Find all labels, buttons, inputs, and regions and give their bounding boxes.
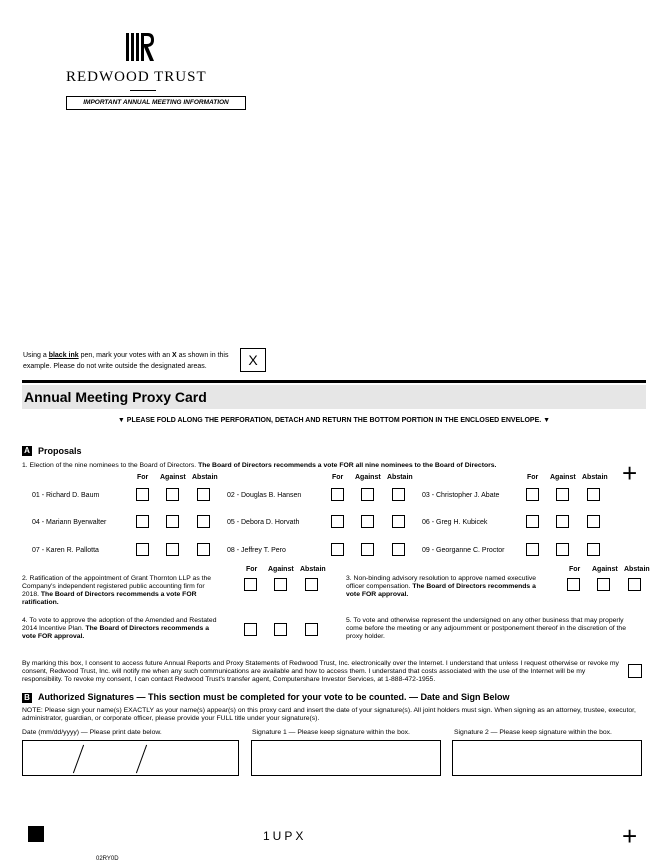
date-label: Date (mm/dd/yyyy) — Please print date below. <box>22 729 162 736</box>
col-against-3: Against <box>550 474 576 481</box>
col-for-2: For <box>332 474 344 481</box>
proposal-1-text: 1. Election of the nine nominees to the Board of Directors. The Board of Directors recommends a vote FOR all nine nominees to the Board of Directors. <box>22 462 497 469</box>
proposals-title: Proposals <box>38 446 82 456</box>
nominee-4-for-checkbox[interactable] <box>136 515 149 528</box>
proposal-2-for-checkbox[interactable] <box>244 578 257 591</box>
nominee-2-against-checkbox[interactable] <box>361 488 374 501</box>
nominee-1-abstain-checkbox[interactable] <box>197 488 210 501</box>
nominee-8-against-checkbox[interactable] <box>361 543 374 556</box>
nominee-1-for-checkbox[interactable] <box>136 488 149 501</box>
nominee-3-against-checkbox[interactable] <box>556 488 569 501</box>
col-against-2: Against <box>355 474 381 481</box>
electronic-consent-checkbox[interactable] <box>628 664 642 678</box>
marking-instructions: Using a black ink pen, mark your votes with an X as shown in this example. Please do not write outside the designated areas. <box>23 352 229 370</box>
brand-rule <box>130 90 156 91</box>
proposal-5-text: 5. To vote and otherwise represent the undersigned on any other business that may properly come before the meeting or any adjournment or postponement thereof in the discretion of the proxy holder. <box>346 617 626 640</box>
proposal-2-against-checkbox[interactable] <box>274 578 287 591</box>
form-code: 1UPX <box>263 829 307 843</box>
meeting-banner: IMPORTANT ANNUAL MEETING INFORMATION <box>66 96 246 110</box>
fold-instruction: ▼ PLEASE FOLD ALONG THE PERFORATION, DETACH AND RETURN THE BOTTOM PORTION IN THE ENCLOSED ENVELOPE. ▼ <box>117 417 551 424</box>
nominee-9-for-checkbox[interactable] <box>526 543 539 556</box>
col-abstain-3: Abstain <box>582 474 608 481</box>
redwood-logo-mark <box>126 33 154 61</box>
nominee-label: 01 - Richard D. Baum <box>32 492 100 499</box>
nominee-4-against-checkbox[interactable] <box>166 515 179 528</box>
col-for-p3: For <box>569 566 581 573</box>
form-small-code: 02RY0D <box>96 856 119 862</box>
nominee-7-against-checkbox[interactable] <box>166 543 179 556</box>
proposal-3-against-checkbox[interactable] <box>597 578 610 591</box>
nominee-9-against-checkbox[interactable] <box>556 543 569 556</box>
example-mark-box: X <box>240 348 266 372</box>
date-field[interactable] <box>22 740 239 776</box>
nominee-label: 04 - Mariann Byerwalter <box>32 519 107 526</box>
nominee-label: 03 - Christopher J. Abate <box>422 492 500 499</box>
col-abstain-2: Abstain <box>387 474 413 481</box>
col-for-p2: For <box>246 566 258 573</box>
section-b-badge: B <box>22 693 32 703</box>
signature-1-label: Signature 1 — Please keep signature within the box. <box>252 729 410 736</box>
proposal-2-text: 2. Ratification of the appointment of Grant Thornton LLP as the Company's independent registered public accounting firm for 2018. The Board of Directors recommends a vote FOR ratification. <box>22 575 212 606</box>
nominee-4-abstain-checkbox[interactable] <box>197 515 210 528</box>
nominee-9-abstain-checkbox[interactable] <box>587 543 600 556</box>
nominee-5-for-checkbox[interactable] <box>331 515 344 528</box>
nominee-5-against-checkbox[interactable] <box>361 515 374 528</box>
nominee-2-abstain-checkbox[interactable] <box>392 488 405 501</box>
signatures-title: Authorized Signatures — This section must be completed for your vote to be counted. — Date and Sign Below <box>38 692 510 702</box>
proposal-3-text: 3. Non-binding advisory resolution to approve named executive officer compensation. The Board of Directors recommends a vote FOR approval. <box>346 575 537 598</box>
top-rule <box>22 380 646 383</box>
nominee-6-abstain-checkbox[interactable] <box>587 515 600 528</box>
col-against-p3: Against <box>592 566 618 573</box>
proposal-4-against-checkbox[interactable] <box>274 623 287 636</box>
plus-mark-top: + <box>622 458 638 488</box>
nominee-label: 06 - Greg H. Kubicek <box>422 519 488 526</box>
proposal-3-for-checkbox[interactable] <box>567 578 580 591</box>
proposal-2-abstain-checkbox[interactable] <box>305 578 318 591</box>
nominee-5-abstain-checkbox[interactable] <box>392 515 405 528</box>
electronic-consent-text: By marking this box, I consent to access future Annual Reports and Proxy Statements of Redwood Trust, Inc. electronically over the Internet. I understand that unless I request otherwise or revoke my consent, Redwood Trust, Inc. will notify me when any such communications are available and how to access them. I understand that costs associated with the use of the Internet will be my responsibility. To revoke my consent, I can contact Redwood Trust's transfer agent, Computershare Investor Services, at 1-888-472-1955. <box>22 660 619 683</box>
proposal-4-for-checkbox[interactable] <box>244 623 257 636</box>
nominee-7-abstain-checkbox[interactable] <box>197 543 210 556</box>
nominee-2-for-checkbox[interactable] <box>331 488 344 501</box>
col-abstain-p2: Abstain <box>300 566 326 573</box>
signature-2-field[interactable] <box>452 740 642 776</box>
nominee-label: 08 - Jeffrey T. Pero <box>227 547 286 554</box>
col-abstain-p3: Abstain <box>624 566 650 573</box>
nominee-7-for-checkbox[interactable] <box>136 543 149 556</box>
col-against-1: Against <box>160 474 186 481</box>
nominee-8-abstain-checkbox[interactable] <box>392 543 405 556</box>
nominee-6-for-checkbox[interactable] <box>526 515 539 528</box>
nominee-label: 07 - Karen R. Pallotta <box>32 547 99 554</box>
col-against-p2: Against <box>268 566 294 573</box>
nominee-3-abstain-checkbox[interactable] <box>587 488 600 501</box>
proposal-4-text: 4. To vote to approve the adoption of the Amended and Restated 2014 Incentive Plan. The Board of Directors recommends a vote FOR approval. <box>22 617 217 640</box>
signatures-note: NOTE: Please sign your name(s) EXACTLY as your name(s) appear(s) on this proxy card and insert the date of your signature(s). All joint holders must sign. When signing as an attorney, trustee, executor, administrator, guardian, or corporate officer, please provide your FULL title under your signature(s). <box>22 707 636 722</box>
nominee-6-against-checkbox[interactable] <box>556 515 569 528</box>
nominee-8-for-checkbox[interactable] <box>331 543 344 556</box>
col-abstain-1: Abstain <box>192 474 218 481</box>
registration-mark <box>28 826 44 842</box>
nominee-3-for-checkbox[interactable] <box>526 488 539 501</box>
card-title: Annual Meeting Proxy Card <box>24 389 207 405</box>
nominee-label: 05 - Debora D. Horvath <box>227 519 300 526</box>
nominee-label: 02 - Douglas B. Hansen <box>227 492 302 499</box>
col-for-1: For <box>137 474 149 481</box>
proposal-3-abstain-checkbox[interactable] <box>628 578 641 591</box>
signature-2-label: Signature 2 — Please keep signature within the box. <box>454 729 612 736</box>
plus-mark-bottom: + <box>622 821 638 851</box>
nominee-label: 09 - Georganne C. Proctor <box>422 547 505 554</box>
proposal-4-abstain-checkbox[interactable] <box>305 623 318 636</box>
brand-name: REDWOOD TRUST <box>66 69 207 85</box>
nominee-1-against-checkbox[interactable] <box>166 488 179 501</box>
section-a-badge: A <box>22 446 32 456</box>
col-for-3: For <box>527 474 539 481</box>
signature-1-field[interactable] <box>251 740 441 776</box>
